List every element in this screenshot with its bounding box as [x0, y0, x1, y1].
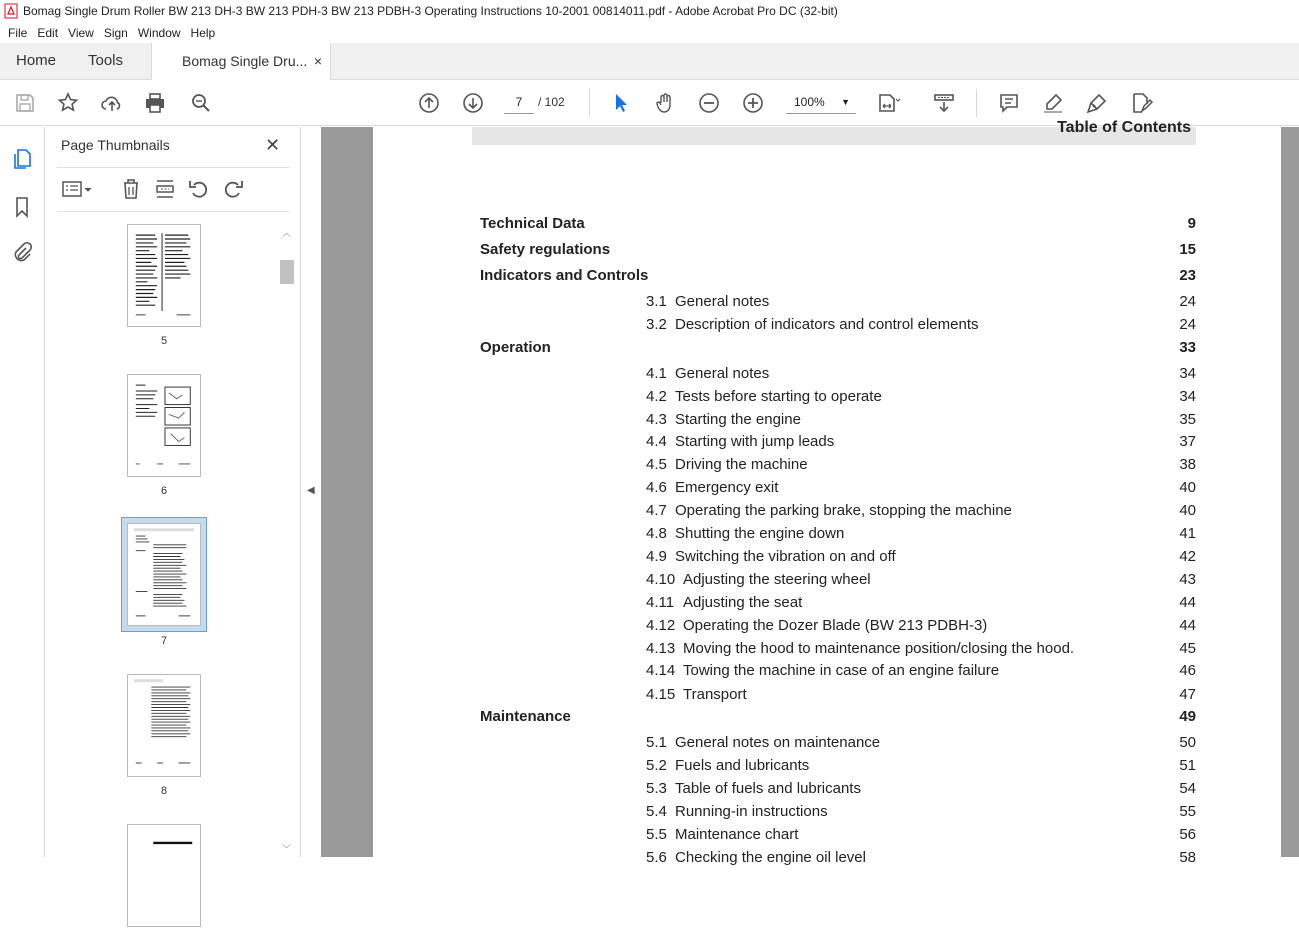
toc-chapter-title: Technical Data — [480, 215, 585, 232]
bookmark-icon[interactable] — [10, 195, 34, 219]
menu-bar — [0, 22, 1299, 43]
thumbnail-list — [45, 222, 283, 857]
draw-sign-icon[interactable] — [1085, 91, 1109, 115]
chevron-down-icon[interactable]: ﹀ — [282, 844, 292, 854]
toc-entry[interactable] — [373, 433, 1281, 453]
fill-sign-icon[interactable] — [1129, 91, 1153, 115]
toc-chapter[interactable] — [373, 241, 1281, 261]
toc-entry-number: 3.1 — [646, 293, 667, 310]
toc-chapter-title: Indicators and Controls — [480, 267, 649, 284]
panel-title: Page Thumbnails — [61, 137, 170, 153]
chevron-left-icon[interactable]: ◀ — [307, 485, 315, 496]
menu-file[interactable]: File — [8, 25, 28, 40]
toc-entry-number: 4.7 — [646, 502, 667, 519]
chevron-down-icon: ▼ — [841, 97, 850, 107]
toc-entry[interactable] — [373, 365, 1281, 385]
tab-bar — [0, 43, 1299, 80]
page-fit-icon[interactable] — [876, 91, 900, 115]
divider — [57, 211, 289, 212]
tab-document[interactable] — [151, 43, 331, 80]
select-cursor-icon[interactable] — [609, 91, 633, 115]
toc-entry[interactable] — [373, 849, 1281, 869]
toc-entry-number: 4.9 — [646, 548, 667, 565]
menu-sign[interactable]: Sign — [103, 25, 128, 40]
page-preview-icon — [128, 825, 200, 926]
toc-page-number: 15 — [1179, 241, 1196, 258]
upload-cloud-icon[interactable] — [100, 91, 124, 115]
toc-entry-title: Switching the vibration on and off — [675, 548, 896, 565]
toc-entry[interactable] — [373, 293, 1281, 313]
toc-chapter[interactable] — [373, 339, 1281, 359]
menu-help[interactable]: Help — [190, 25, 216, 40]
delete-page-icon[interactable] — [119, 177, 143, 201]
rotate-counterclockwise-icon[interactable] — [187, 177, 211, 201]
page-total: / 102 — [538, 95, 565, 109]
zoom-select[interactable] — [786, 90, 856, 114]
toc-page-number: 49 — [1179, 708, 1196, 725]
toc-chapter-title: Operation — [480, 339, 551, 356]
toc-entry[interactable] — [373, 316, 1281, 336]
toc-entry-title: Towing the machine in case of an engine failure — [683, 662, 1000, 679]
thumbnail-label: 6 — [160, 485, 168, 497]
page-header-title: Table of Contents — [1057, 119, 1191, 136]
toc-page-number: 46 — [1179, 662, 1196, 679]
toc-entry-number: 4.1 — [646, 365, 667, 382]
scroll-mode-icon[interactable] — [932, 91, 956, 115]
toc-entry[interactable] — [373, 388, 1281, 408]
page-thumbnail-current[interactable] — [127, 523, 201, 626]
toc-page-number: 9 — [1187, 215, 1196, 232]
toc-entry[interactable] — [373, 662, 1281, 682]
toc-page-number: 42 — [1179, 548, 1196, 565]
toc-entry-number: 4.4 — [646, 433, 667, 450]
toc-page-number: 34 — [1179, 365, 1196, 382]
toc-entry-number: 4.2 — [646, 388, 667, 405]
toc-chapter-title: Maintenance — [480, 708, 571, 725]
toc-entry[interactable] — [373, 411, 1281, 431]
page-thumbnails-panel — [45, 127, 300, 857]
toc-page-number: 55 — [1179, 803, 1196, 820]
toc-entry[interactable] — [373, 548, 1281, 568]
toc-entry-number: 5.1 — [646, 734, 667, 751]
toc-page-number: 23 — [1179, 267, 1196, 284]
toc-page-number: 34 — [1179, 388, 1196, 405]
toc-chapter-title: Safety regulations — [480, 241, 611, 258]
toc-entry-title: Maintenance chart — [675, 826, 799, 843]
toc-entry-title: Adjusting the steering wheel — [683, 571, 871, 588]
toolbar-divider — [976, 89, 977, 117]
toc-entry[interactable] — [373, 594, 1281, 614]
toc-entry-title: Table of fuels and lubricants — [675, 780, 861, 797]
toolbar-divider — [589, 89, 590, 117]
page-header-band — [472, 119, 1196, 145]
acrobat-logo-icon — [5, 4, 17, 18]
menu-window[interactable]: Window — [137, 25, 181, 40]
toc-entry-title: Fuels and lubricants — [675, 757, 810, 774]
toc-page-number: 43 — [1179, 571, 1196, 588]
menu-edit[interactable]: Edit — [37, 25, 59, 40]
toc-entry-number: 4.3 — [646, 411, 667, 428]
thumbnail-options-icon[interactable] — [61, 177, 85, 201]
toc-entry-number: 4.11 — [646, 594, 675, 611]
toc-entry-number: 5.5 — [646, 826, 667, 843]
find-icon[interactable] — [189, 91, 213, 115]
toc-entry-title: Transport — [683, 686, 747, 703]
toc-entry-number: 5.4 — [646, 803, 667, 820]
toc-entry[interactable] — [373, 571, 1281, 591]
zoom-value: 100% — [794, 95, 825, 109]
tab-home[interactable]: Home — [16, 52, 57, 69]
toc-entry[interactable] — [373, 502, 1281, 522]
toc-entry-title: Operating the parking brake, stopping the machine — [675, 502, 1012, 519]
thumbnail-label: 7 — [160, 635, 168, 647]
toc-entry-number: 4.12 — [646, 617, 676, 634]
rotate-clockwise-icon[interactable] — [221, 177, 245, 201]
hand-tool-icon[interactable] — [653, 91, 677, 115]
star-icon[interactable] — [56, 91, 80, 115]
insert-page-icon[interactable] — [153, 177, 177, 201]
window-title: Bomag Single Drum Roller BW 213 DH-3 BW 213 PDH-3 BW 213 PDBH-3 Operating Instructions 10-2001 00814011.pdf - Adobe Acrobat Pro DC (32-bit) — [23, 4, 838, 18]
toc-page-number: 35 — [1179, 411, 1196, 428]
toc-entry[interactable] — [373, 456, 1281, 476]
toc-entry-title: General notes on maintenance — [675, 734, 881, 751]
toc-page-number: 45 — [1179, 640, 1196, 657]
attachment-icon[interactable] — [10, 241, 34, 265]
toc-page-number: 40 — [1179, 502, 1196, 519]
toc-entry-title: General notes — [675, 293, 770, 310]
toc-entry-title: Adjusting the seat — [683, 594, 803, 611]
toc-page-number: 44 — [1179, 594, 1196, 611]
tab-tools[interactable]: Tools — [88, 52, 124, 69]
page-thumbnail[interactable] — [127, 824, 201, 927]
toc-entry-title: Tests before starting to operate — [675, 388, 882, 405]
tab-document-label: Bomag Single Dru... — [182, 53, 308, 69]
toc-entry[interactable] — [373, 640, 1281, 660]
toc-entry-title: Moving the hood to maintenance position/closing the hood. — [683, 640, 1075, 657]
toc-entry-number: 4.13 — [646, 640, 676, 657]
toc-page-number: 41 — [1179, 525, 1196, 542]
print-icon[interactable] — [143, 91, 167, 115]
toc-page-number: 58 — [1179, 849, 1196, 866]
toc-page-number: 51 — [1179, 757, 1196, 774]
toc-entry-title: General notes — [675, 365, 770, 382]
collapse-panel-handle[interactable] — [300, 127, 321, 857]
page-thumbnail[interactable] — [127, 674, 201, 777]
page-number-input[interactable]: 7 — [504, 90, 534, 114]
page-thumbnail[interactable] — [127, 374, 201, 477]
toc-page-number: 44 — [1179, 617, 1196, 634]
previous-page-icon[interactable] — [417, 91, 441, 115]
zoom-out-icon[interactable] — [697, 91, 721, 115]
toc-entry[interactable] — [373, 479, 1281, 499]
toc-page-number: 37 — [1179, 433, 1196, 450]
toc-entry[interactable] — [373, 780, 1281, 800]
scrollbar-thumb[interactable] — [280, 260, 294, 284]
toc-entry[interactable] — [373, 525, 1281, 545]
document-view[interactable] — [321, 119, 1299, 866]
toc-chapter[interactable] — [373, 215, 1281, 235]
toc-entry-number: 4.10 — [646, 571, 676, 588]
toc-entry-number: 5.2 — [646, 757, 667, 774]
thumbnail-label: 5 — [160, 335, 168, 347]
save-icon[interactable] — [13, 91, 37, 115]
thumbnail-scrollbar[interactable] — [279, 222, 295, 857]
toc-chapter[interactable] — [373, 267, 1281, 287]
toc-entry-title: Running-in instructions — [675, 803, 828, 820]
comment-icon[interactable] — [997, 91, 1021, 115]
toc-page-number: 50 — [1179, 734, 1196, 751]
toc-entry[interactable] — [373, 734, 1281, 754]
toc-entry[interactable] — [373, 826, 1281, 846]
toc-entry[interactable] — [373, 757, 1281, 777]
toc-entry-title: Starting with jump leads — [675, 433, 835, 450]
toc-page-number: 54 — [1179, 780, 1196, 797]
toc-entry-number: 4.15 — [646, 686, 676, 703]
menu-view[interactable]: View — [68, 25, 94, 40]
toc-entry-number: 5.6 — [646, 849, 667, 866]
toc-entry-title: Starting the engine — [675, 411, 801, 428]
toc-page-number: 38 — [1179, 456, 1196, 473]
page-preview-icon — [128, 524, 200, 625]
highlight-pen-icon[interactable] — [1041, 91, 1065, 115]
toc-entry-number: 5.3 — [646, 780, 667, 797]
title-bar — [0, 0, 1299, 22]
left-navigation-rail — [0, 127, 45, 857]
toc-entry[interactable] — [373, 686, 1281, 706]
toc-entry-number: 4.5 — [646, 456, 667, 473]
toc-entry-number: 4.14 — [646, 662, 676, 679]
toc-page-number: 24 — [1179, 293, 1196, 310]
toc-entry-title: Description of indicators and control elements — [675, 316, 979, 333]
chevron-up-icon[interactable]: ︿ — [282, 228, 292, 238]
pdf-page — [373, 119, 1281, 866]
page-thumbnail[interactable] — [127, 224, 201, 327]
toc-chapter[interactable] — [373, 708, 1281, 728]
toc-entry-number: 4.6 — [646, 479, 667, 496]
toc-entry-number: 3.2 — [646, 316, 667, 333]
toc-entry-title: Shutting the engine down — [675, 525, 845, 542]
toc-page-number: 24 — [1179, 316, 1196, 333]
toc-entry-title: Operating the Dozer Blade (BW 213 PDBH-3) — [683, 617, 988, 634]
zoom-in-icon[interactable] — [741, 91, 765, 115]
divider — [57, 167, 289, 168]
page-preview-icon — [128, 375, 200, 476]
toc-entry-title: Driving the machine — [675, 456, 808, 473]
toc-entry[interactable] — [373, 803, 1281, 823]
toc-entry-title: Checking the engine oil level — [675, 849, 866, 866]
toc-entry[interactable] — [373, 617, 1281, 637]
next-page-icon[interactable] — [461, 91, 485, 115]
page-preview-icon — [128, 225, 200, 326]
page-preview-icon — [128, 675, 200, 776]
page-thumbnails-icon[interactable] — [10, 147, 34, 171]
close-tab-icon[interactable]: × — [313, 53, 322, 69]
toc-page-number: 47 — [1179, 686, 1196, 703]
toc-entry-number: 4.8 — [646, 525, 667, 542]
toc-page-number: 40 — [1179, 479, 1196, 496]
close-panel-icon[interactable]: ✕ — [265, 135, 281, 155]
toc-page-number: 56 — [1179, 826, 1196, 843]
thumbnail-label: 8 — [160, 785, 168, 797]
toc-entry-title: Emergency exit — [675, 479, 779, 496]
toc-page-number: 33 — [1179, 339, 1196, 356]
